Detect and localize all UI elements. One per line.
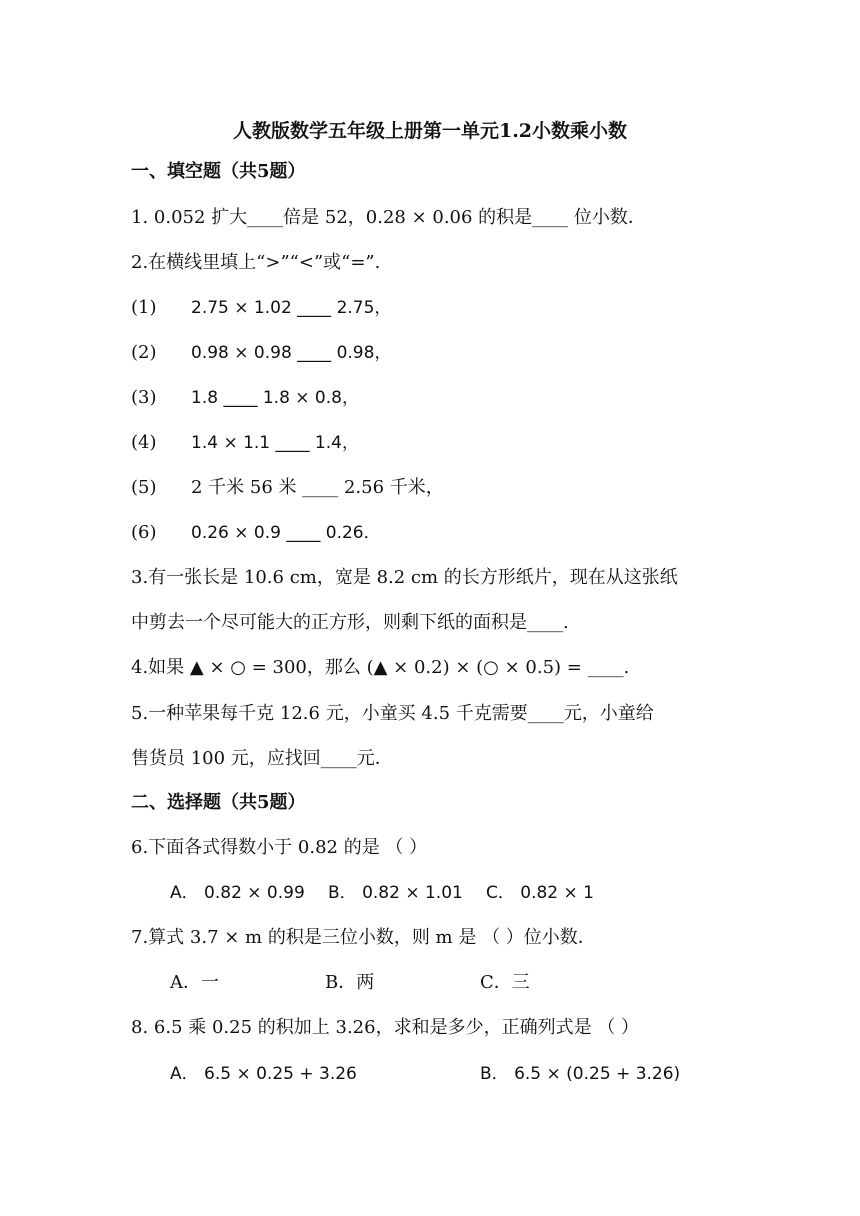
section-heading-fill-in: 一、填空题（共5题）	[131, 161, 306, 182]
item-number: (1)	[131, 297, 157, 318]
item-number: (2)	[131, 342, 157, 363]
question-4: 4.如果 ▲ × ○ = 300，那么 (▲ × 0.2) × (○ × 0.5) = ____.	[131, 657, 630, 678]
item-number: (4)	[131, 432, 157, 453]
option-a[interactable]: A．一	[170, 972, 219, 993]
item-number: (6)	[131, 522, 157, 543]
question-2: 2.在横线里填上“>”“<”或“=”.	[131, 252, 381, 273]
page-title: 人教版数学五年级上册第一单元1.2小数乘小数	[232, 120, 628, 142]
question-2-item-5	[131, 476, 444, 500]
item-expression: 1.4 × 1.1 ____ 1.4，	[191, 433, 359, 453]
item-expression: 2 千米 56 米 ____ 2.56 千米，	[191, 477, 444, 498]
option-b[interactable]: B． 0.82 × 1.01	[328, 883, 463, 903]
question-8-options	[170, 1062, 680, 1086]
question-6-options	[170, 881, 594, 905]
question-7-options	[170, 971, 530, 995]
item-number: (5)	[131, 477, 157, 498]
question-7: 7.算式 3.7 × m 的积是三位小数，则 m 是 （ ）位小数．	[131, 927, 596, 948]
question-2-item-3	[131, 386, 359, 410]
question-3-line-2: 中剪去一个尽可能大的正方形，则剩下纸的面积是____.	[131, 612, 569, 633]
item-expression: 0.98 × 0.98 ____ 0.98，	[191, 343, 392, 363]
question-2-item-1	[131, 296, 391, 320]
item-expression: 2.75 × 1.02 ____ 2.75，	[191, 298, 392, 318]
option-b[interactable]: B． 6.5 × (0.25 + 3.26)	[480, 1064, 681, 1084]
option-c[interactable]: C． 0.82 × 1	[486, 883, 594, 903]
option-c[interactable]: C．三	[480, 972, 530, 993]
question-3-line-1: 3.有一张长是 10.6 cm，宽是 8.2 cm 的长方形纸片，现在从这张纸	[131, 567, 678, 588]
item-expression: 0.26 × 0.9 ____ 0.26．	[191, 523, 381, 543]
option-b[interactable]: B．两	[325, 972, 375, 993]
section-heading-multiple-choice: 二、选择题（共5题）	[131, 792, 306, 813]
item-expression: 1.8 ____ 1.8 × 0.8，	[191, 388, 359, 408]
question-8: 8. 6.5 乘 0.25 的积加上 3.26，求和是多少，正确列式是 （ ）	[131, 1017, 640, 1038]
question-5-line-1: 5.一种苹果每千克 12.6 元，小童买 4.5 千克需要____元，小童给	[131, 703, 654, 724]
question-1: 1. 0.052 扩大____倍是 52，0.28 × 0.06 的积是____ 位小数．	[131, 207, 646, 228]
item-number: (3)	[131, 387, 157, 408]
question-5-line-2: 售货员 100 元，应找回____元．	[131, 748, 393, 769]
question-2-item-6	[131, 521, 381, 545]
question-2-item-4	[131, 431, 359, 455]
question-2-item-2	[131, 341, 391, 365]
option-a[interactable]: A． 0.82 × 0.99	[170, 883, 305, 903]
option-a[interactable]: A． 6.5 × 0.25 + 3.26	[170, 1064, 357, 1084]
question-6: 6.下面各式得数小于 0.82 的是 （ ）	[131, 837, 428, 858]
